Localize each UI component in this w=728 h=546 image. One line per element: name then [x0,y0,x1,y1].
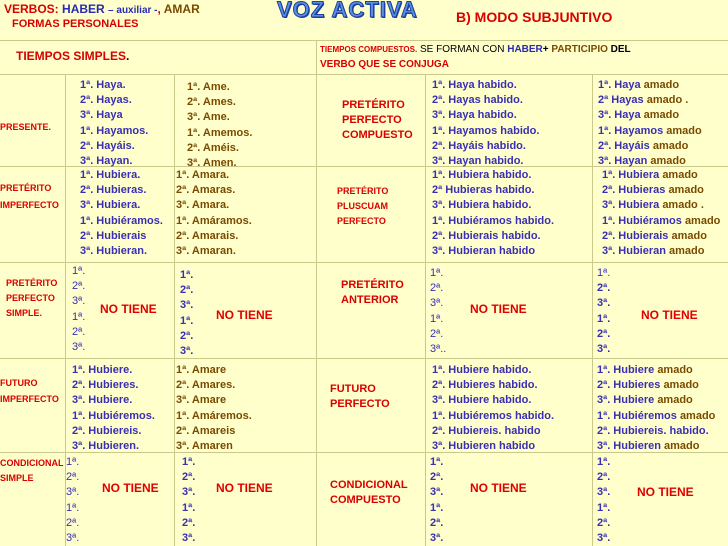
aux-form: 1ª. Hubiera [602,169,663,181]
list-item: 3ª. Amare [176,394,227,407]
list-item: 3ª. [430,531,444,544]
list-item: 1ª. Amáremos. [176,409,252,422]
tiempos-simples-dot: . [126,49,130,63]
aux-form: 1ª. Hubiera [432,169,493,181]
comp-label-perfecto-compuesto: PRETÉRITO PERFECTO COMPUESTO [342,99,413,141]
list-item: 1ª. Ame. [187,81,230,93]
list-item: 3ª. [180,344,194,357]
list-item [597,363,715,378]
aux-form: 2ª. Hubieres [597,379,664,392]
list-item: 2ª. [66,516,80,529]
list-item [432,409,554,424]
list-item: 2ª. [430,516,444,529]
list-item: 1ª. Amemos. [187,126,253,139]
grid-hline [0,40,728,41]
participle: amado [643,109,680,122]
grid-hline [0,262,728,263]
list-item [432,198,554,213]
list-item [597,439,715,454]
list-item [432,214,554,229]
comp-amar-imperfecto-list [602,168,720,259]
list-item [432,78,539,93]
list-item: 3ª. [597,486,611,499]
row-label-condicional-simple: CONDICIONAL SIMPLE [0,458,64,483]
no-tiene-label: NO TIENE [470,302,527,316]
list-item: 1ª. [182,456,196,468]
list-item: 3ª. [597,531,611,544]
list-item [602,214,720,229]
list-item: 3ª. [72,295,86,308]
list-item: 3ª. Hubieren. [72,439,140,452]
no-tiene-label: NO TIENE [102,481,159,495]
participle: amado [652,139,689,152]
list-item: 3ª. Haya [80,109,123,122]
participle: habido [504,424,541,437]
list-item: 2ª. [182,516,196,529]
list-item: 3ª. Hubiera. [80,199,141,212]
list-item: 1ª. Amare [176,364,227,376]
participle: habido. [514,214,555,227]
comp-label-condicional-compuesto: CONDICIONAL COMPUESTO [330,479,408,506]
list-item: 1ª. Amara. [176,169,230,181]
participle: habido. [501,229,541,242]
list-item: 2ª. Hubierais [80,229,147,242]
list-item [602,229,720,244]
list-item: 3ª. Hubieran. [80,244,148,257]
participle: habido. [483,94,523,107]
aux-form: 1ª. Hubiéremos [432,409,515,422]
aux-form: 2ª Hubieras [432,184,496,197]
haber-futuro-list [72,363,155,454]
no-tiene-label: NO TIENE [470,481,527,495]
grid-vline [174,74,175,546]
list-item [432,393,554,408]
participle: habido [499,439,536,452]
amar-presente-list [187,80,252,171]
participle: habido. [486,139,526,152]
list-item: 1ª. Haya. [80,79,126,91]
comp-amar-condicional-list [597,455,610,546]
modo-subjuntivo: B) MODO SUBJUNTIVO [456,9,613,25]
aux-form: 1ª. Hubiere [432,364,493,376]
list-item: 1ª. [597,456,611,468]
list-item [598,108,702,123]
list-item: 3ª. [597,297,611,310]
aux-form: 1ª. Hubiéremos [597,409,680,422]
list-item: 2ª. Hubiereis. [72,424,142,437]
list-item [598,124,702,139]
list-item: 3ª. [182,486,196,499]
list-item [432,363,554,378]
participle: amado [679,409,716,422]
tiempos-simples [16,49,129,63]
participle: habido [499,244,536,257]
participle: habido. [514,409,555,422]
no-tiene-label: NO TIENE [216,481,273,495]
grid-hline [0,74,728,75]
list-item: 3ª. [66,486,80,499]
compuestos-el: EL [617,44,631,55]
list-item: 3ª. Ame. [187,111,230,124]
list-item: 2ª. [180,284,194,297]
list-item: 1ª. [597,267,611,279]
list-item: 1ª. [430,312,444,325]
aux-form: 3ª. Hubiere [597,394,658,407]
aux-form: 1ª. Hubiéramos [602,214,685,227]
comp-haber-presente-list [432,78,539,169]
amar-condicional-list [182,455,195,546]
list-item [598,154,702,169]
row-label-futuro-imperfecto: FUTURO IMPERFECTO [0,378,59,404]
voz-activa-title: VOZ ACTIVA [277,0,418,22]
participle: amado [650,154,686,167]
aux-form: 1ª. Haya [598,79,644,91]
list-item [598,139,702,154]
participle: amado [664,439,700,452]
list-item [597,409,715,424]
list-item: 3ª. Hubiere. [72,394,133,407]
no-tiene-label: NO TIENE [641,308,698,322]
aux-form: 2ª. Hayáis [432,139,487,152]
list-item: 2ª. [430,327,444,340]
list-item: 1ª. [597,312,611,325]
compuestos-plus: + [542,44,552,55]
list-item: 2ª. Améis. [187,141,239,154]
haber-word: HABER [62,2,105,16]
comp-haber-condicional-list [430,455,443,546]
compuestos-a: TIEMPOS COMPUESTOS. [320,45,418,54]
aux-form: 3ª. Haya [598,109,644,122]
aux-form: 3ª. Hubiera [432,199,493,212]
participle: habido. [477,79,517,91]
participle: amado [643,79,680,91]
aux-form: 3ª. Haya [432,109,478,122]
participle: amado [662,169,698,181]
aux-form: 2ª. Hayáis [598,139,653,152]
aux-form: 3ª. Hayan [598,154,651,167]
list-item: 3ª. [182,531,196,544]
amar-word: AMAR [163,2,200,16]
list-item: 2ª. [66,471,80,484]
comp-haber-imperfecto-list [432,168,554,259]
grid-vline [592,74,593,546]
participle: habido. [492,199,532,212]
list-item [598,78,702,93]
list-item [432,424,554,439]
list-item: 2ª. Hubieres. [72,379,139,392]
row-label-preterito-imperfecto: PRETÉRITO IMPERFECTO [0,183,59,210]
list-item: 1ª. Amáramos. [176,214,252,227]
participle: amado [657,394,693,407]
aux-form: 2ª. Hayas [432,94,484,107]
participle: habido. [669,424,709,437]
list-item: 3ª. Amaran. [176,244,236,257]
list-item [597,393,715,408]
list-item: 1ª. [66,501,80,514]
list-item: 2ª. [180,329,194,342]
auxiliar-word: – auxiliar - [108,5,158,16]
list-item: 1ª. Hubiere. [72,364,133,376]
no-tiene-label: NO TIENE [100,302,157,316]
participle: amado [671,229,707,242]
list-item: 2ª. Amarais. [176,229,239,242]
list-item [597,378,715,393]
amar-futuro-list [176,363,252,454]
list-item: 3ª. Amen. [187,156,237,169]
compuestos-line2: VERBO QUE SE CONJUGA [320,59,449,70]
participle: habido. [492,394,532,407]
list-item [432,108,539,123]
row-label-presente: PRESENTE. [0,122,52,132]
participle: habido. [500,124,540,137]
amar-imperfecto-list [176,168,252,259]
comp-label-preterito-anterior: PRETÉRITO ANTERIOR [341,279,404,306]
aux-form: 3ª. Hubieran [602,244,670,257]
list-item: 1ª. Hubiera. [80,169,141,181]
list-item: 3ª. [430,297,444,310]
comma: , [157,2,161,16]
list-item [432,244,554,259]
aux-form: 3ª. Hubieren [597,439,665,452]
compuestos-participio: PARTICIPIO [551,44,608,55]
list-item: 1ª. [430,267,444,279]
haber-perfecto-simple-list [72,264,85,355]
list-item: 2ª. Hubieras. [80,184,147,197]
list-item: 2ª. Hayas. [80,94,132,107]
comp-amar-futuro-list [597,363,715,454]
list-item [432,154,539,169]
aux-form: 2ª Hayas [598,94,647,107]
haber-condicional-list [66,455,79,546]
list-item: 1ª. [597,501,611,514]
list-item: 2ª. [182,471,196,484]
list-item: 3ª. Amaren [176,439,233,452]
comp-amar-anterior-list [597,266,610,357]
aux-form: 2ª. Hubierais [602,229,672,242]
grid-vline [425,74,426,546]
list-item: 1ª. [66,456,80,468]
list-item: 1ª. [182,501,196,514]
participle: habido. [498,379,538,392]
participle: habido. [492,169,532,181]
list-item: 2ª. [430,471,444,484]
aux-form: 1ª. Hayamos [598,124,667,137]
compuestos-d: D [607,44,618,55]
compuestos-b: SE FORMAN CON [417,44,508,55]
participle: habido. [477,109,517,122]
list-item: 2ª. [72,280,86,293]
list-item: 3ª. [66,531,80,544]
list-item: 3ª. Amara. [176,199,230,212]
amar-perfecto-simple-list [180,268,193,359]
list-item: 3ª. Hayan. [80,154,133,167]
aux-form: 1ª. Hubiéramos [432,214,515,227]
list-item: 3ª. [430,486,444,499]
list-item: 2ª. [430,282,444,295]
participle: amado . [646,94,689,107]
participle: habido. [484,154,524,167]
list-item: 1ª. [430,501,444,514]
participle: amado [684,214,721,227]
list-item: 1ª. Hayamos. [80,124,149,137]
aux-form: 2ª. Hubierais [432,229,502,242]
list-item [598,93,702,108]
list-item [602,198,720,213]
formas-personales: FORMAS PERSONALES [12,18,139,30]
list-item: 3ª. [72,340,86,353]
list-item: 3ª. [597,342,611,355]
list-item: 2ª. [597,282,611,295]
participle: amado [668,184,704,197]
aux-form: 2ª. Hubiereis. [597,424,670,437]
list-item: 1ª. [180,314,194,327]
list-item [432,378,554,393]
participle: habido. [492,364,532,376]
list-item: 2ª. Ames. [187,96,236,109]
grid-hline [0,358,728,359]
haber-imperfecto-list [80,168,163,259]
aux-form: 3ª. Hubieran [432,244,500,257]
participle: amado . [662,199,704,212]
grid-vline [316,40,317,546]
list-item: 1ª. [72,265,86,277]
list-item [432,124,539,139]
list-item [432,183,554,198]
list-item [432,168,554,183]
list-item: 1ª. [180,269,194,281]
comp-amar-presente-list [598,78,702,169]
list-item [602,168,720,183]
row-label-perfecto-simple: PRETÉRITO PERFECTO SIMPLE. [6,278,58,318]
list-item: 2ª. [597,471,611,484]
verbos-prefix: VERBOS: [4,2,59,16]
list-item [602,183,720,198]
list-item [432,439,554,454]
compuestos-haber: HABER [507,44,543,55]
no-tiene-label: NO TIENE [216,308,273,322]
participle: amado [657,364,693,376]
list-item: 2ª. [597,327,611,340]
list-item [432,93,539,108]
list-item: 1ª. [430,456,444,468]
list-item [597,424,715,439]
list-item: 3ª.. [430,342,447,355]
list-item: 2ª. [597,516,611,529]
aux-form: 3ª. Hubieren [432,439,500,452]
no-tiene-label: NO TIENE [637,485,694,499]
list-item: 2ª. [72,325,86,338]
list-item [602,244,720,259]
list-item: 2ª. Amares. [176,379,236,392]
participle: amado [663,379,699,392]
aux-form: 1ª. Haya [432,79,478,91]
aux-form: 3ª. Hubiere [432,394,493,407]
participle: habido. [495,184,535,197]
list-item [432,139,539,154]
comp-label-pluscuamperfecto: PRETÉRITO PLUSCUAM PERFECTO [337,186,389,226]
aux-form: 1ª. Hubiere [597,364,658,376]
participle: amado [666,124,702,137]
list-item: 1ª. Hubiéremos. [72,409,155,422]
aux-form: 2ª. Hubieras [602,184,669,197]
aux-form: 2ª. Hubieres [432,379,499,392]
aux-form: 2ª. Hubiereis. [432,424,505,437]
tiempos-simples-text: TIEMPOS SIMPLES [16,49,127,63]
list-item: 2ª. Amareis [176,424,236,437]
tiempos-compuestos [320,42,631,72]
aux-form: 1ª. Hayamos [432,124,501,137]
comp-label-futuro-perfecto: FUTURO PERFECTO [330,383,390,410]
header-verbos [4,2,200,16]
list-item: 3ª. [180,299,194,312]
comp-haber-anterior-list [430,266,446,357]
comp-haber-futuro-list [432,363,554,454]
participle: amado [669,244,705,257]
list-item: 2ª. Hayáis. [80,139,135,152]
aux-form: 3ª. Hayan [432,154,485,167]
list-item: 1ª. [72,310,86,323]
aux-form: 3ª. Hubiera [602,199,663,212]
list-item: 1ª. Hubiéramos. [80,214,163,227]
haber-presente-list [80,78,148,169]
list-item [432,229,554,244]
list-item: 2ª. Amaras. [176,184,236,197]
